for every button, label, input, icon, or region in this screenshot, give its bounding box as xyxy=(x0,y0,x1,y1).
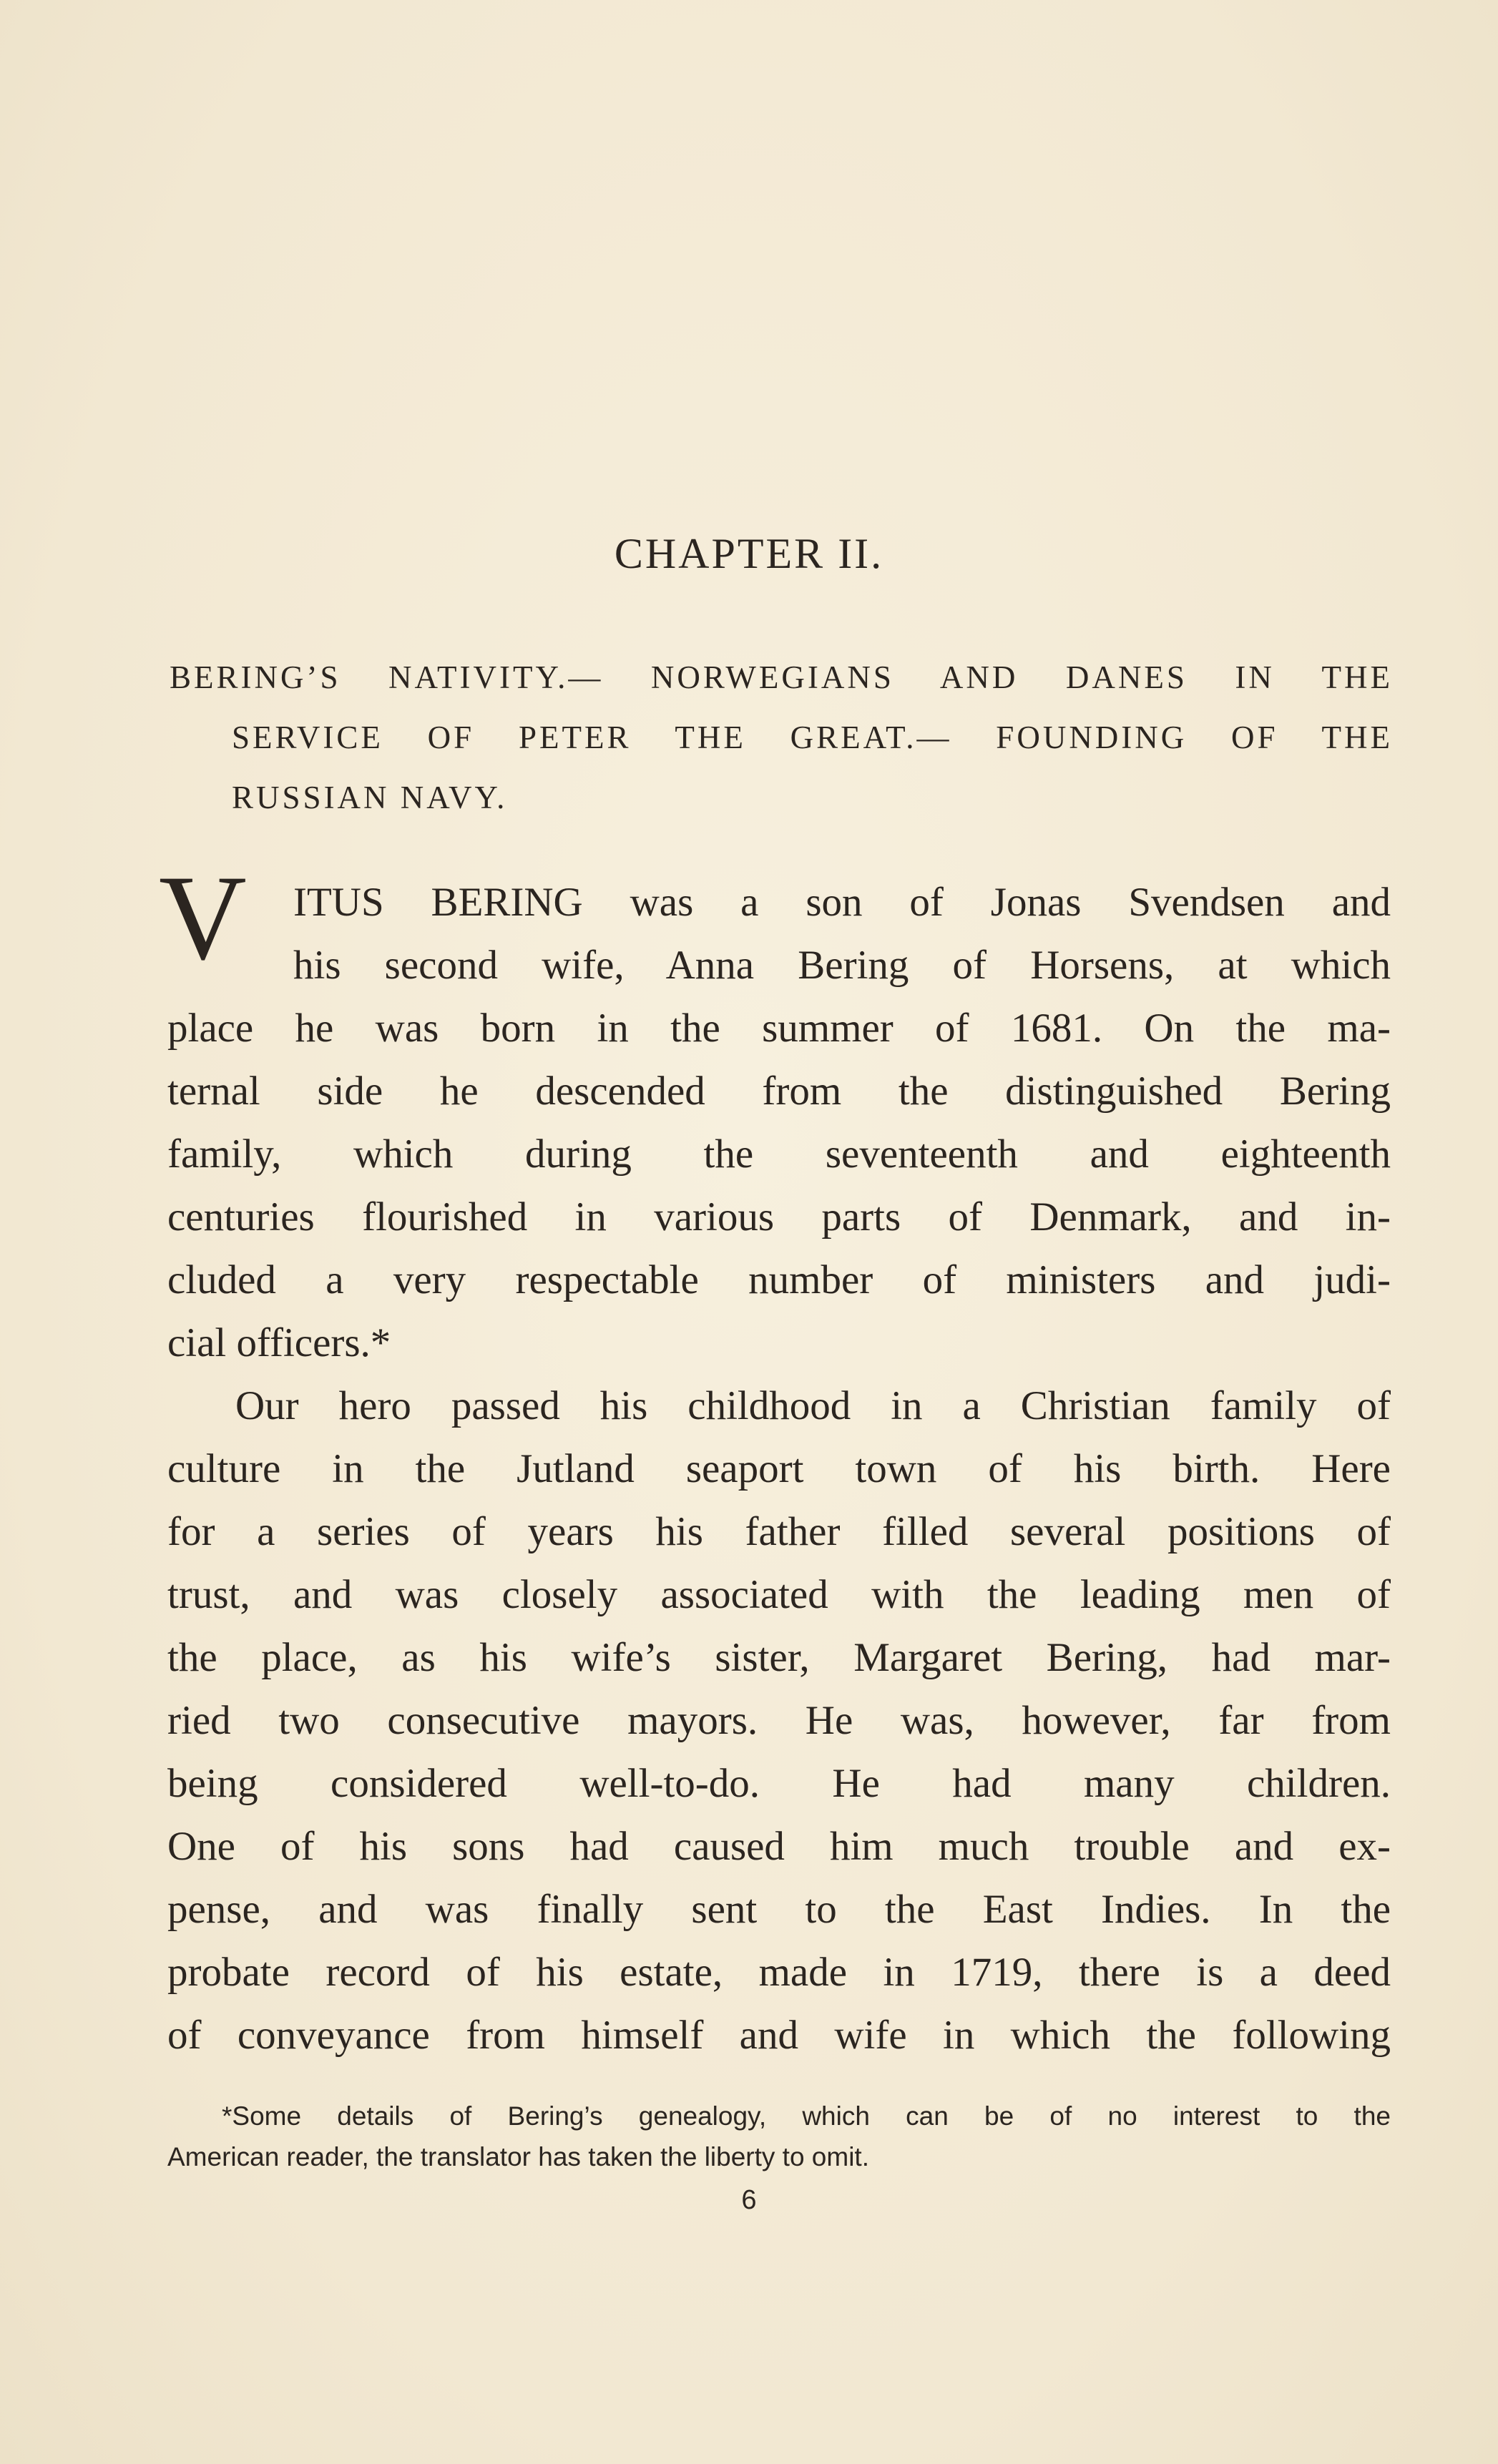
body-line: being considered well-to-do. He had many children. xyxy=(167,1761,1391,1806)
body-line: One of his sons had caused him much trouble and ex- xyxy=(167,1824,1391,1869)
body-line: trust, and was closely associated with the leading men of xyxy=(167,1572,1391,1617)
chapter-title: CHAPTER II. xyxy=(614,530,884,577)
body-line: the place, as his wife’s sister, Margaret Bering, had mar- xyxy=(167,1635,1391,1680)
footnote-line: American reader, the translator has taken the liberty to omit. xyxy=(167,2142,869,2171)
body-line: of conveyance from himself and wife in which the following xyxy=(167,2013,1391,2058)
body-line: for a series of years his father filled several positions of xyxy=(167,1509,1391,1554)
body-text xyxy=(167,871,1391,2067)
body-line: ried two consecutive mayors. He was, however, far from xyxy=(167,1698,1391,1743)
body-line: probate record of his estate, made in 1719, there is a deed xyxy=(167,1950,1391,1995)
summary-line: SERVICE OF PETER THE GREAT.— FOUNDING OF THE xyxy=(232,720,1393,755)
footnote xyxy=(167,2096,1391,2177)
footnote-line: *Some details of Bering’s genealogy, which can be of no interest to the xyxy=(222,2101,1391,2131)
body-line: ITUS BERING was a son of Jonas Svendsen and xyxy=(293,880,1391,925)
body-line: cial officers.* xyxy=(167,1320,391,1365)
body-line: place he was born in the summer of 1681. On the ma- xyxy=(167,1006,1391,1051)
body-line: Our hero passed his childhood in a Christian family of xyxy=(235,1383,1391,1428)
body-line: centuries flourished in various parts of Denmark, and in- xyxy=(167,1194,1391,1240)
body-line: family, which during the seventeenth and eighteenth xyxy=(167,1132,1391,1177)
drop-cap: V xyxy=(159,850,247,985)
body-line: his second wife, Anna Bering of Horsens, at which xyxy=(293,943,1391,988)
body-line: pense, and was finally sent to the East Indies. In the xyxy=(167,1887,1391,1932)
summary-line: RUSSIAN NAVY. xyxy=(232,780,508,815)
body-line: culture in the Jutland seaport town of his birth. Here xyxy=(167,1446,1391,1491)
summary-line: BERING’S NATIVITY.— NORWEGIANS AND DANES IN THE xyxy=(170,659,1393,695)
page-number: 6 xyxy=(741,2185,757,2215)
body-line: cluded a very respectable number of ministers and judi- xyxy=(167,1257,1391,1302)
chapter-summary xyxy=(170,647,1393,828)
body-line: ternal side he descended from the distinguished Bering xyxy=(167,1069,1391,1114)
